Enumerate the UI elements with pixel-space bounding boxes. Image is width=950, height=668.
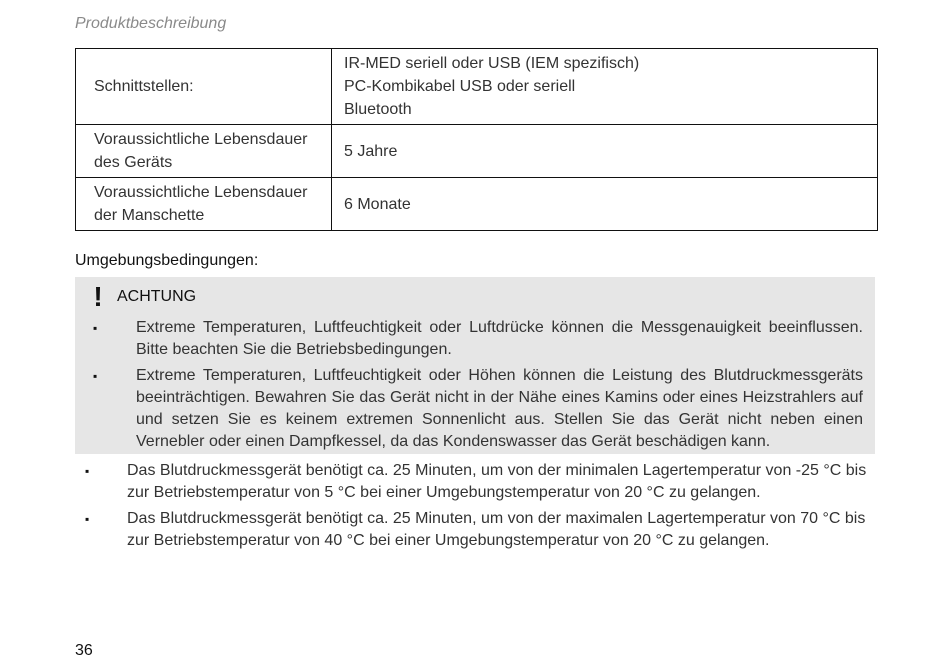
table-row [76,125,878,178]
row-value [332,178,878,231]
table-row [76,178,878,231]
row-value [332,125,878,178]
list-item-text: Extreme Temperaturen, Luftfeuchtigkeit oder Höhen können die Leistung des Blutdruckmessgeräts beeinträchtigen. Bewahren Sie das Gerät nicht in der Nähe eines Kamins oder eines Heizstrahlers auf und setzen Sie es keinem extremen Sonnenlicht aus. Stellen Sie das Gerät nicht neben einen Vernebler oder einen Dampfkessel, da das Kondenswasser das Gerät beschädigen kann. [136,367,863,450]
list-item-text: Extreme Temperaturen, Luftfeuchtigkeit oder Luftdrücke können die Messgenauigkeit beeinflussen. Bitte beachten Sie die Betriebsbedingungen. [136,319,863,358]
bullet-icon: ▪ [93,321,98,335]
value-line: 6 Monate [344,195,411,213]
list-item [93,365,863,453]
warning-header [89,283,196,311]
list-item-text: Das Blutdruckmessgerät benötigt ca. 25 Minuten, um von der maximalen Lagertemperatur von 70 °C bis zur Betriebstemperatur von 40 °C bei einer Umgebungstemperatur von 20 °C zu gelangen. [127,510,866,549]
warning-list [93,317,863,457]
exclamation-icon: ! [93,281,103,312]
value-line: Bluetooth [344,101,412,118]
conditions-list [85,460,867,556]
list-item [85,460,867,504]
specification-table [75,48,878,231]
warning-title: ACHTUNG [117,288,197,305]
row-value [332,49,878,125]
warning-box [75,277,875,454]
list-item [93,317,863,361]
bullet-icon: ▪ [85,512,90,526]
bullet-icon: ▪ [93,369,98,383]
value-line: PC-Kombikabel USB oder seriell [344,78,576,95]
table-row [76,49,878,125]
value-line: IR-MED seriell oder USB (IEM spezifisch) [344,55,640,72]
section-header: Produktbeschreibung [75,15,227,32]
row-label: Schnittstellen: [76,49,332,125]
page-number: 36 [75,642,93,659]
bullet-icon: ▪ [85,464,90,478]
list-item [85,508,867,552]
list-item-text: Das Blutdruckmessgerät benötigt ca. 25 Minuten, um von der minimalen Lagertemperatur von -25 °C bis zur Betriebstemperatur von 5 °C bei einer Umgebungstemperatur von 20 °C zu gelangen. [127,462,867,501]
value-line: 5 Jahre [344,142,398,160]
section-title: Umgebungsbedingungen: [75,252,259,269]
row-label: Voraussichtliche Lebensdauer des Geräts [76,125,332,178]
row-label: Voraussichtliche Lebensdauer der Manschette [76,178,332,231]
